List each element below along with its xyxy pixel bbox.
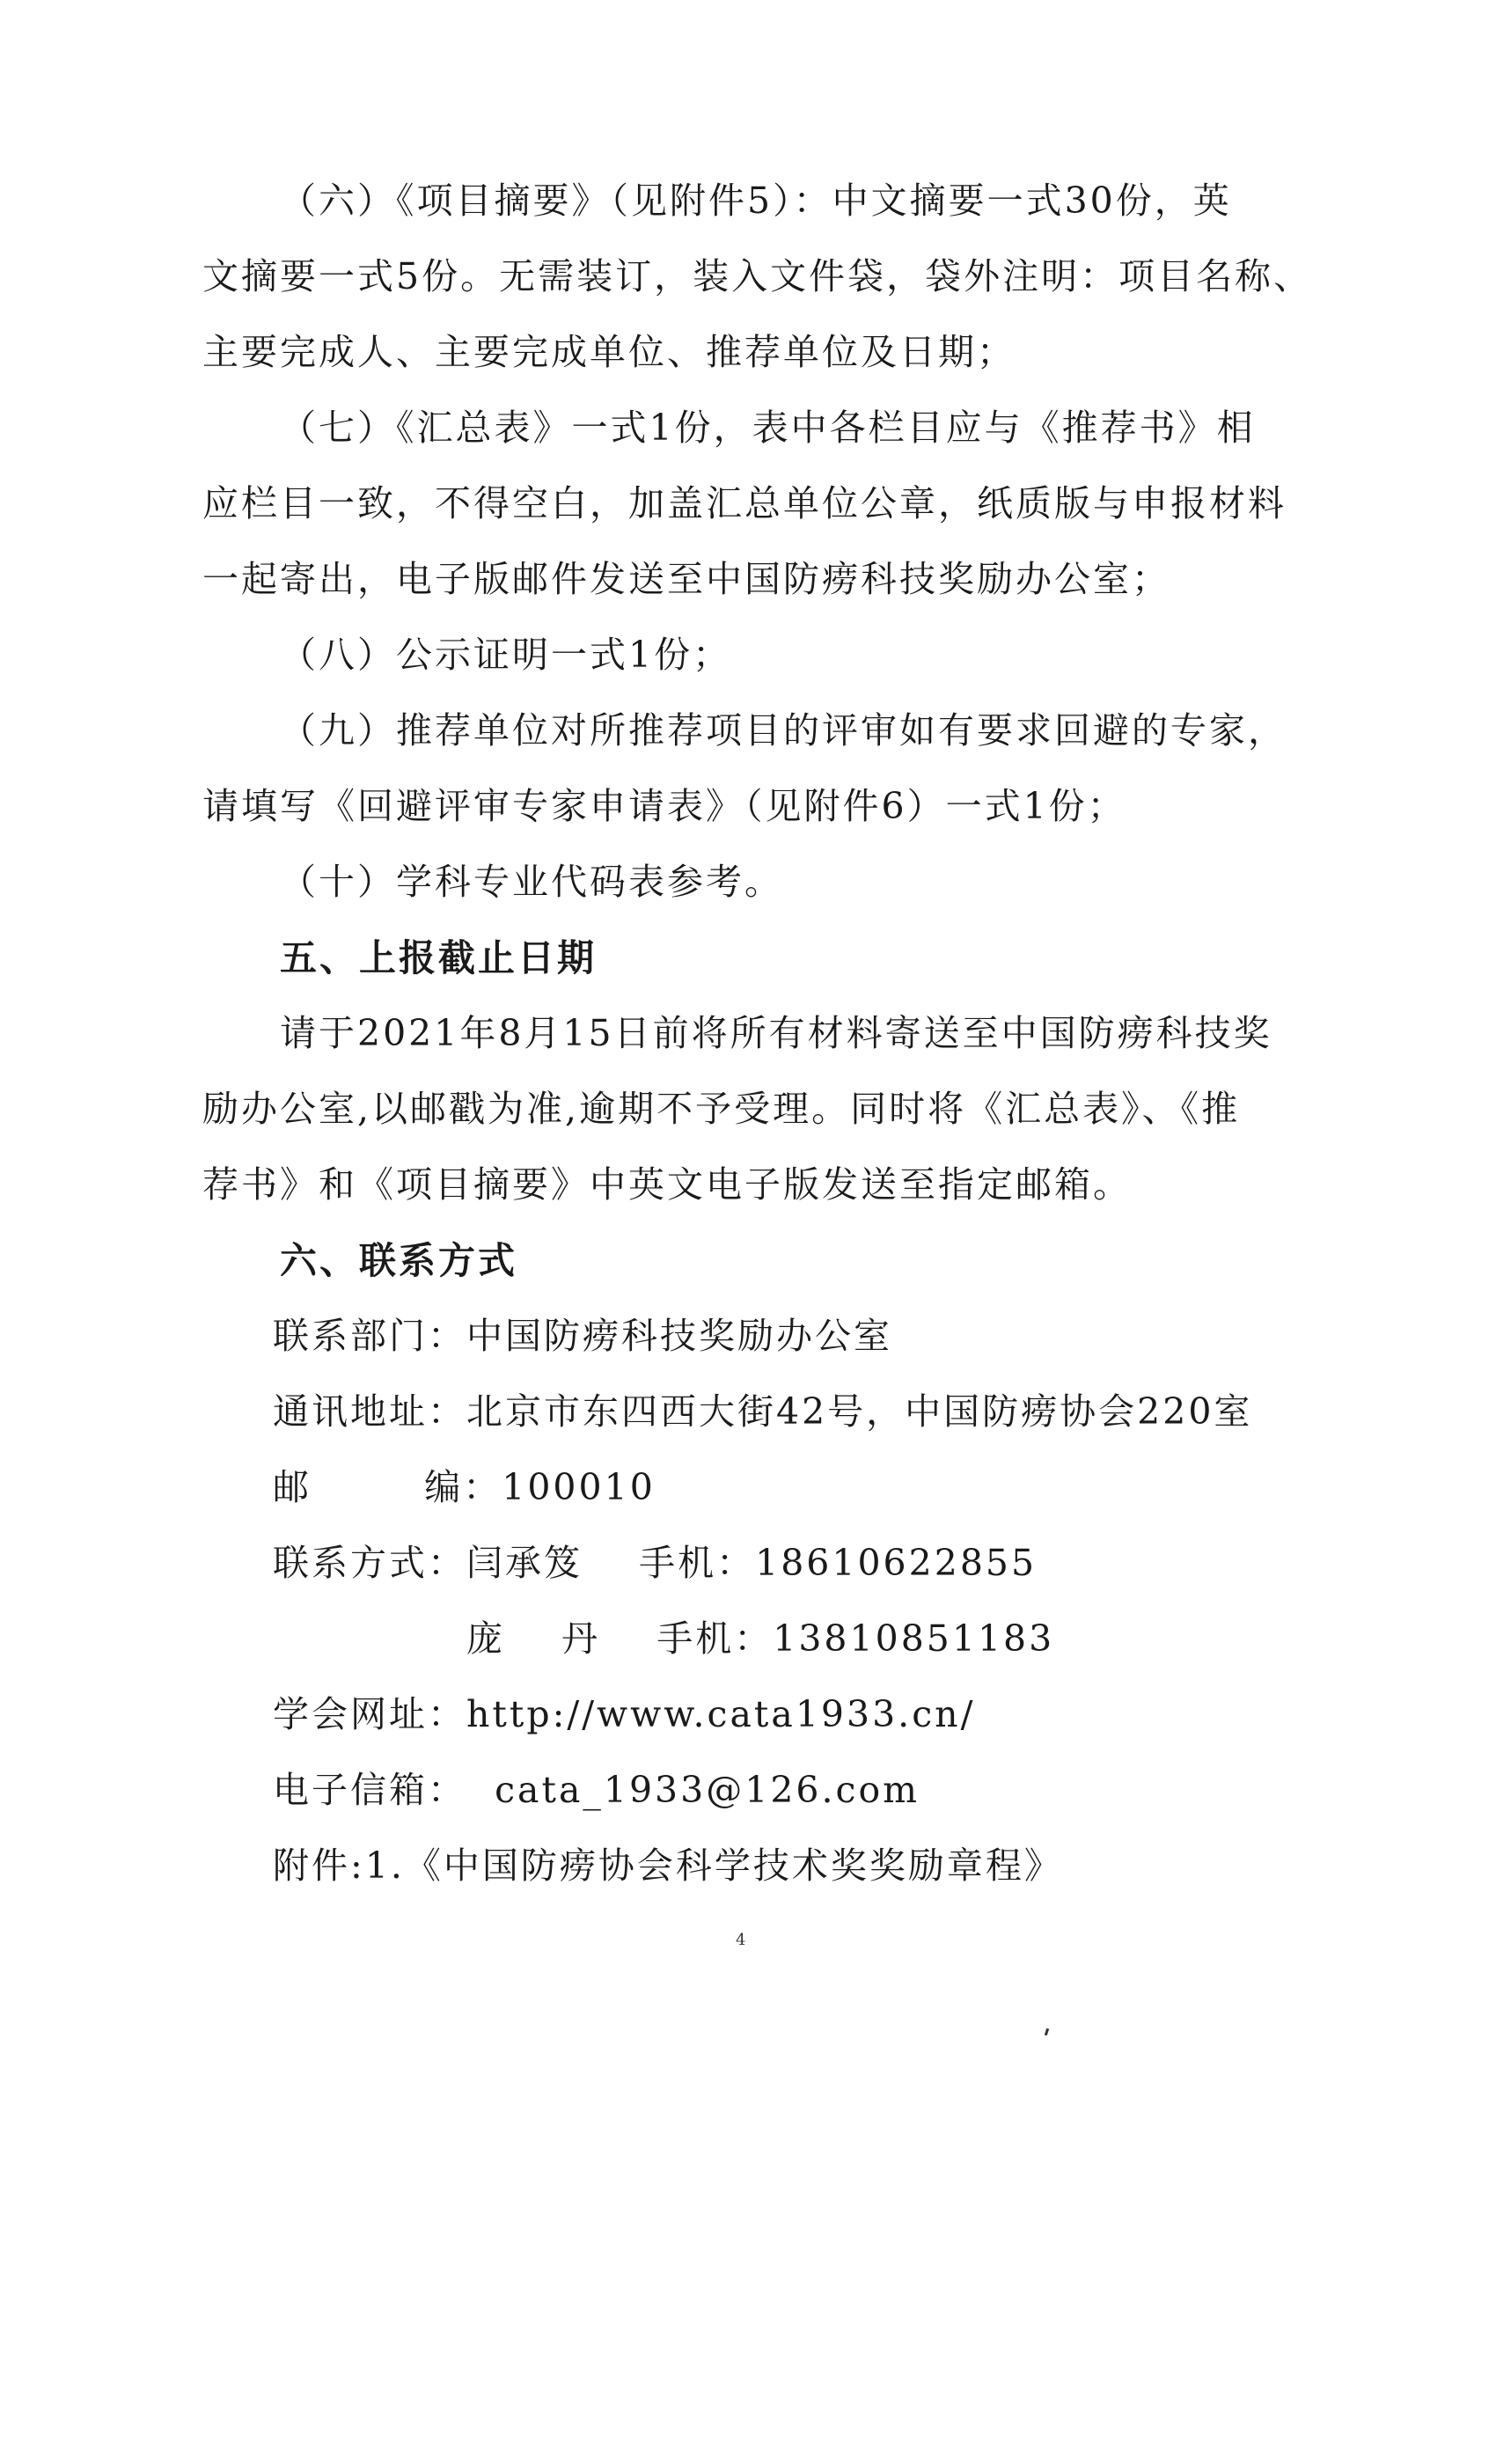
- contact-postcode: 邮 编：100010: [273, 1466, 656, 1508]
- scan-speck: [1045, 2028, 1049, 2036]
- contact-email: 电子信箱： cata_1933@126.com: [273, 1769, 920, 1811]
- contact-department: 联系部门：中国防痨科技奖励办公室: [273, 1315, 892, 1357]
- section-5-line-3: 荐书》和《项目摘要》中英文电子版发送至指定邮箱。: [202, 1163, 1132, 1206]
- section-6-heading: 六、联系方式: [280, 1239, 518, 1282]
- section-5-line-2: 励办公室,以邮戳为准,逾期不予受理。同时将《汇总表》、《推: [202, 1088, 1241, 1130]
- item-9-line-1: （九）推荐单位对所推荐项目的评审如有要求回避的专家，: [280, 709, 1287, 752]
- item-9-line-2: 请填写《回避评审专家申请表》（见附件6）一式1份；: [202, 785, 1126, 827]
- page-number: 4: [736, 1931, 746, 1949]
- contact-person-2: 庞 丹 手机：13810851183: [466, 1617, 1055, 1660]
- contact-person-1: 联系方式：闫承笈 手机：18610622855: [273, 1542, 1038, 1584]
- section-5-heading: 五、上报截止日期: [280, 936, 598, 979]
- contact-website: 学会网址：http://www.cata1933.cn/: [273, 1693, 976, 1735]
- item-7-line-2: 应栏目一致，不得空白，加盖汇总单位公章，纸质版与申报材料: [202, 482, 1287, 524]
- section-5-line-1: 请于2021年8月15日前将所有材料寄送至中国防痨科技奖: [280, 1012, 1272, 1054]
- item-8-line-1: （八）公示证明一式1份；: [280, 634, 732, 676]
- attachment-line: 附件:1.《中国防痨协会科学技术奖奖励章程》: [273, 1844, 1063, 1887]
- item-7-line-3: 一起寄出，电子版邮件发送至中国防痨科技奖励办公室；: [202, 558, 1170, 600]
- item-10-line-1: （十）学科专业代码表参考。: [280, 861, 783, 903]
- item-6-line-2: 文摘要一式5份。无需装订，装入文件袋，袋外注明：项目名称、: [202, 255, 1313, 297]
- contact-address: 通讯地址：北京市东四西大街42号，中国防痨协会220室: [273, 1390, 1253, 1433]
- item-6-line-1: （六）《项目摘要》（见附件5）：中文摘要一式30份，英: [280, 180, 1232, 222]
- item-6-line-3: 主要完成人、主要完成单位、推荐单位及日期；: [202, 331, 1016, 373]
- item-7-line-1: （七）《汇总表》一式1份，表中各栏目应与《推荐书》相: [280, 407, 1256, 449]
